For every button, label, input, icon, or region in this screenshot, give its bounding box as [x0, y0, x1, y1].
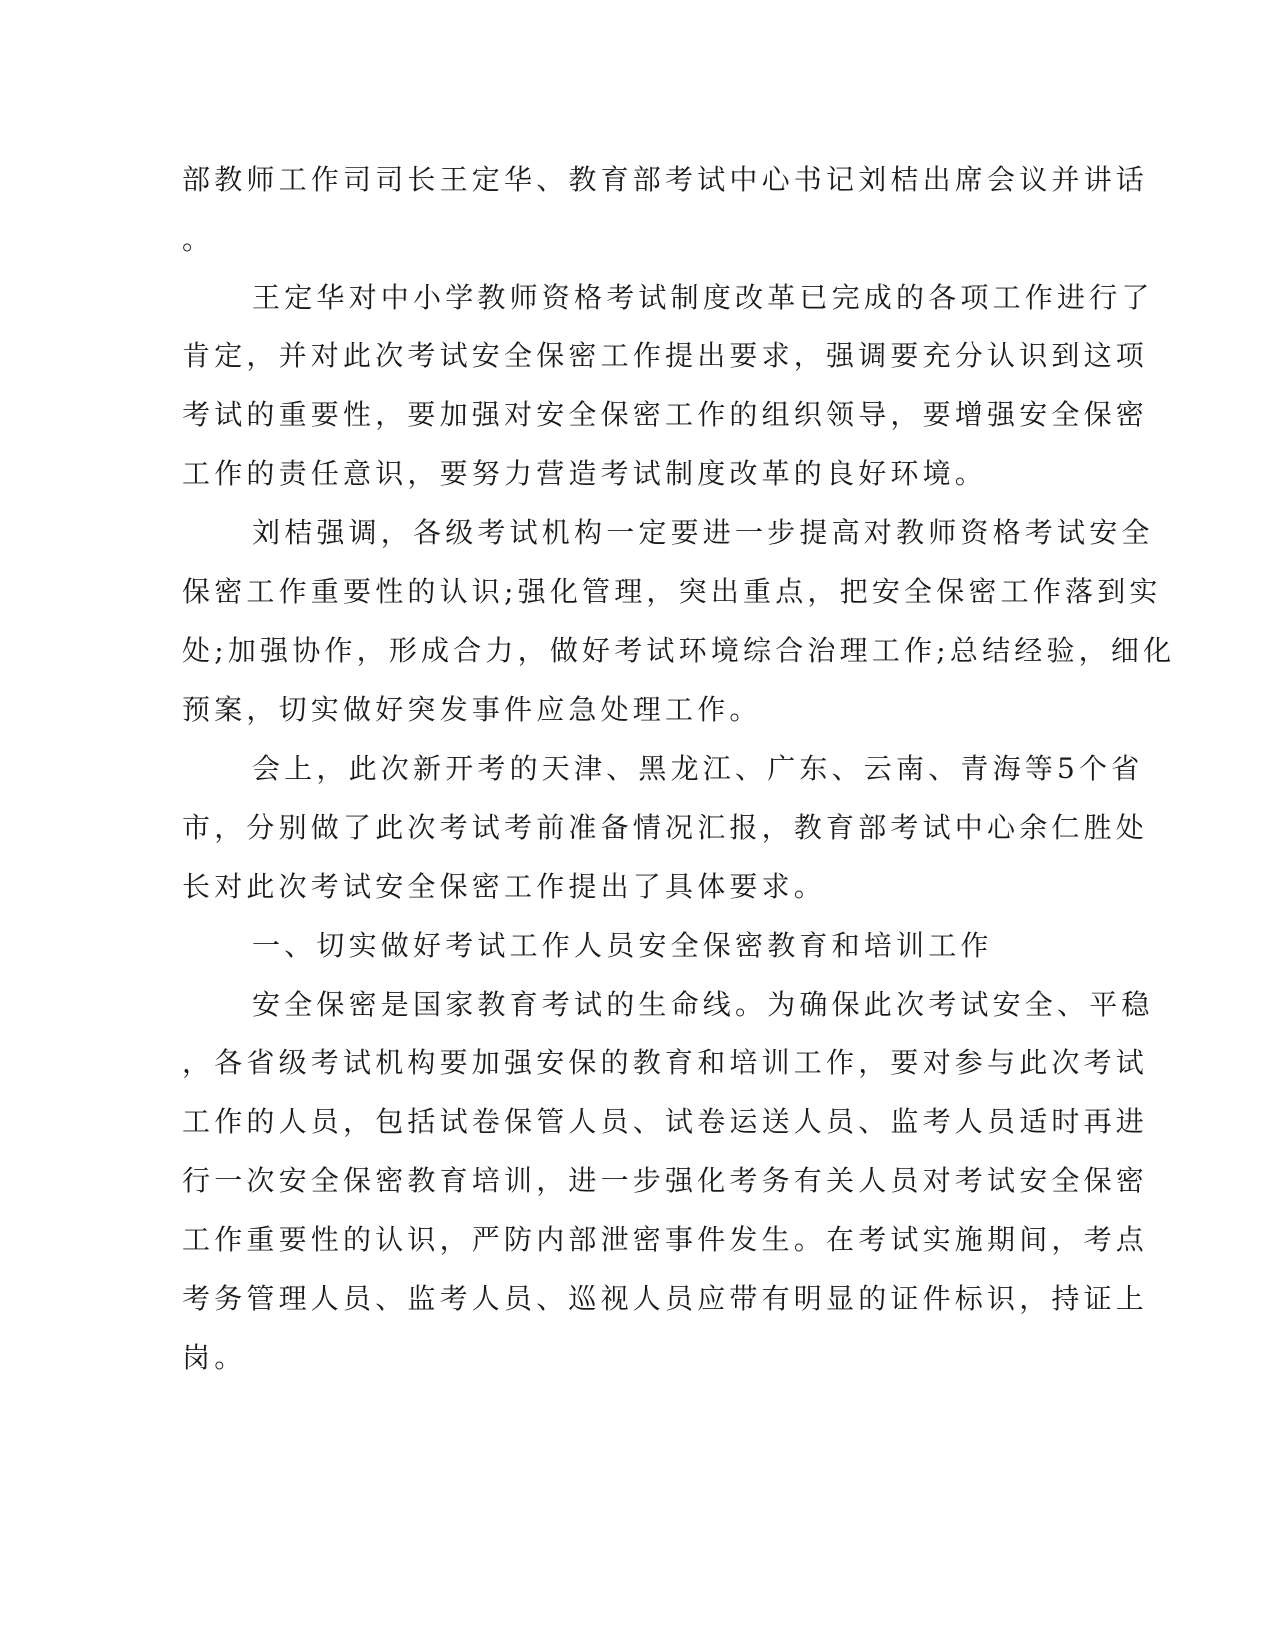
paragraph-wang-line-4: 工作的责任意识，要努力营造考试制度改革的良好环境。 [182, 457, 988, 490]
paragraph-security-line-4: 行一次安全保密教育培训，进一步强化考务有关人员对考试安全保密 [182, 1164, 1149, 1197]
paragraph-liu-line-3: 处;加强协作，形成合力，做好考试环境综合治理工作;总结经验，细化 [182, 634, 1176, 667]
paragraph-security-line-7: 岗。 [182, 1341, 247, 1374]
paragraph-liu-line-4: 预案，切实做好突发事件应急处理工作。 [182, 693, 762, 726]
paragraph-security-line-6: 考务管理人员、监考人员、巡视人员应带有明显的证件标识，持证上 [182, 1282, 1149, 1315]
paragraph-meeting-line-1: 会上，此次新开考的天津、黑龙江、广东、云南、青海等5个省 [252, 752, 1144, 785]
section-heading-1: 一、切实做好考试工作人员安全保密教育和培训工作 [252, 929, 993, 962]
paragraph-liu-line-2: 保密工作重要性的认识;强化管理，突出重点，把安全保密工作落到实 [182, 575, 1162, 608]
paragraph-meeting-line-3: 长对此次考试安全保密工作提出了具体要求。 [182, 870, 827, 903]
paragraph-security-line-3: 工作的人员，包括试卷保管人员、试卷运送人员、监考人员适时再进 [182, 1105, 1149, 1138]
paragraph-liu-line-1: 刘桔强调，各级考试机构一定要进一步提高对教师资格考试安全 [252, 516, 1154, 549]
paragraph-wang-line-3: 考试的重要性，要加强对安全保密工作的组织领导，要增强安全保密 [182, 398, 1149, 431]
paragraph-security-line-1: 安全保密是国家教育考试的生命线。为确保此次考试安全、平稳 [252, 988, 1154, 1021]
paragraph-security-line-2: ，各省级考试机构要加强安保的教育和培训工作，要对参与此次考试 [182, 1046, 1149, 1079]
text-line-1: 部教师工作司司长王定华、教育部考试中心书记刘桔出席会议并讲话 [182, 163, 1149, 196]
paragraph-wang-line-2: 肯定，并对此次考试安全保密工作提出要求，强调要充分认识到这项 [182, 339, 1149, 372]
paragraph-wang-line-1: 王定华对中小学教师资格考试制度改革已完成的各项工作进行了 [252, 281, 1154, 314]
paragraph-meeting-line-2: 市，分别做了此次考试考前准备情况汇报，教育部考试中心余仁胜处 [182, 811, 1149, 844]
text-line-2: 。 [182, 223, 215, 256]
paragraph-security-line-5: 工作重要性的认识，严防内部泄密事件发生。在考试实施期间，考点 [182, 1223, 1149, 1256]
